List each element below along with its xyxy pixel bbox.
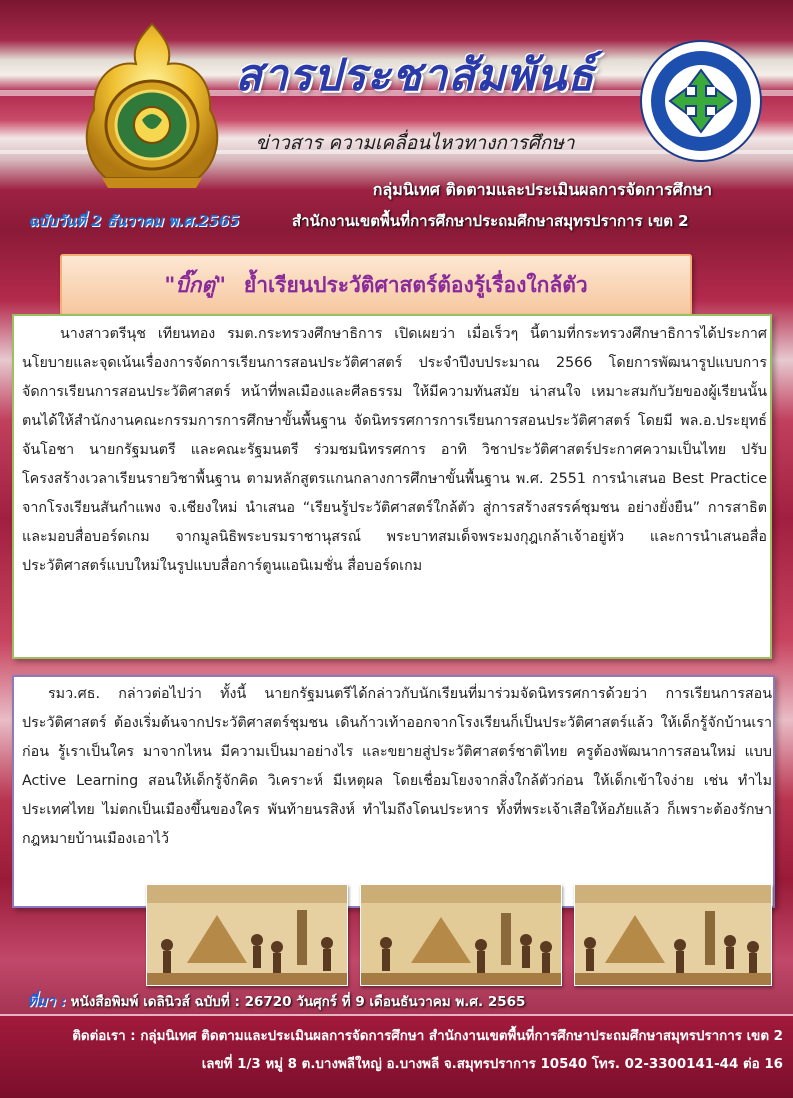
headline-text: ย้ำเรียนประวัติศาสตร์ต้องรู้เรื่องใกล้ตัว	[243, 271, 588, 297]
department-name: กลุ่มนิเทศ ติดตามและประเมินผลการจัดการศึกษา	[372, 180, 712, 199]
article-paragraph-1: นางสาวตรีนุช เทียนทอง รมต.กระทรวงศึกษาธิการ เปิดเผยว่า เมื่อเร็วๆ นี้ตามที่กระทรวงศึกษาธิการได้ประกาศนโยบายและจุดเน้นเรื่องการจัดการเรียนการสอนประวัติศาสตร์ ประจำปีงบประมาณ 2566 โดยการพัฒนารูปแบบการจัดการเรียนการสอนประวัติศาสตร์ หน้าที่พลเมืองและศีลธรรม ให้มีความทันสมัย น่าสนใจ เหมาะสมกับวัยของผู้เรียนนั้น ตนได้ให้สำนักงานคณะกรรมการการศึกษาขั้นพื้นฐาน จัดนิทรรศการการเรียนการสอนประวัติศาสตร์ โดยมี พล.อ.ประยุทธ์ จันโอชา นายกรัฐมนตรี และคณะรัฐมนตรี ร่วมชมนิทรรศการ อาทิ วิชาประวัติศาสตร์ประกาศความเป็นไทย ปรับโครงสร้างเวลาเรียนรายวิชาพื้นฐาน ตามหลักสูตรแกนกลางการศึกษาขั้นพื้นฐาน พ.ศ. 2551 การนำเสนอ Best Practice จากโรงเรียนสันกำแพง จ.เชียงใหม่ นำเสนอ “เรียนรู้ประวัติศาสตร์ใกล้ตัว สู่การสร้างสรรค์ชุมชน อย่างยั่งยืน” การสาธิตและมอบสื่อบอร์ดเกม จากมูลนิธิพระบรมราชานุสรณ์ พระบาทสมเด็จพระมงกุฎเกล้าเจ้าอยู่หัว และการนำเสนอสื่อประวัติศาสตร์แบบใหม่ในรูปแบบสื่อการ์ตูนแอนิเมชั่น สื่อบอร์ดเกม	[22, 326, 767, 574]
footer-contact-line-1: ติดต่อเรา : กลุ่มนิเทศ ติดตามและประเมินผลการจัดการศึกษา สำนักงานเขตพื้นที่การศึกษาประถมศึกษาสมุทรปราการ เขต 2	[72, 1029, 783, 1044]
headline-banner	[60, 254, 692, 316]
issue-date: ฉบับวันที่ 2 ธันวาคม พ.ศ.2565	[28, 212, 240, 230]
source-label: ที่มา :	[27, 992, 66, 1010]
office-name: สำนักงานเขตพื้นที่การศึกษาประถมศึกษาสมุทรปราการ เขต 2	[292, 212, 689, 230]
supervision-group-logo-icon	[640, 40, 762, 162]
source-text: หนังสือพิมพ์ เดลินิวส์ ฉบับที่ : 26720 วันศุกร์ ที่ 9 เดือนธันวาคม พ.ศ. 2565	[70, 994, 526, 1010]
footer-contact-line-2: เลขที่ 1/3 หมู่ 8 ต.บางพลีใหญ่ อ.บางพลี จ.สมุทรปราการ 10540 โทร. 02-3300141-44 ต่อ 16	[201, 1057, 783, 1072]
headline-quoted-name: "บิ๊กตู่"	[164, 271, 226, 297]
history-mural-image	[360, 884, 562, 986]
obec-emblem-icon	[72, 20, 232, 190]
history-mural-image	[146, 884, 348, 986]
article-paragraph-2: รมว.ศธ. กล่าวต่อไปว่า ทั้งนี้ นายกรัฐมนตรีได้กล่าวกับนักเรียนที่มาร่วมจัดนิทรรศการด้วยว่า การเรียนการสอนประวัติศาสตร์ ต้องเริ่มต้นจากประวัติศาสตร์ชุมชน เดินก้าวเท้าออกจากโรงเรียนก็เป็นประวัติศาสตร์แล้ว ให้เด็กรู้จักบ้านเราก่อน รู้เราเป็นใคร มาจากไหน มีความเป็นมาอย่างไร และขยายสู่ประวัติศาสตร์ชาติไทย ครูต้องพัฒนาการสอนใหม่ แบบ Active Learning สอนให้เด็กรู้จักคิด วิเคราะห์ มีเหตุผล โดยเชื่อมโยงจากสิ่งใกล้ตัวก่อน ให้เด็กเข้าใจง่าย เช่น ทำไมประเทศไทย ไม่ตกเป็นเมืองขึ้นของใคร พันท้ายนรสิงห์ ทำไมถึงโดนประหาร ทั้งที่พระเจ้าเสือให้อภัยแล้ว ก็เพราะต้องรักษากฎหมายบ้านเมืองเอาไว้	[22, 686, 772, 847]
page-subtitle: ข่าวสาร ความเคลื่อนไหวทางการศึกษา	[255, 132, 575, 154]
history-mural-image	[574, 884, 772, 986]
page-title: สารประชาสัมพันธ์	[235, 50, 595, 101]
source-credit	[27, 989, 767, 1013]
